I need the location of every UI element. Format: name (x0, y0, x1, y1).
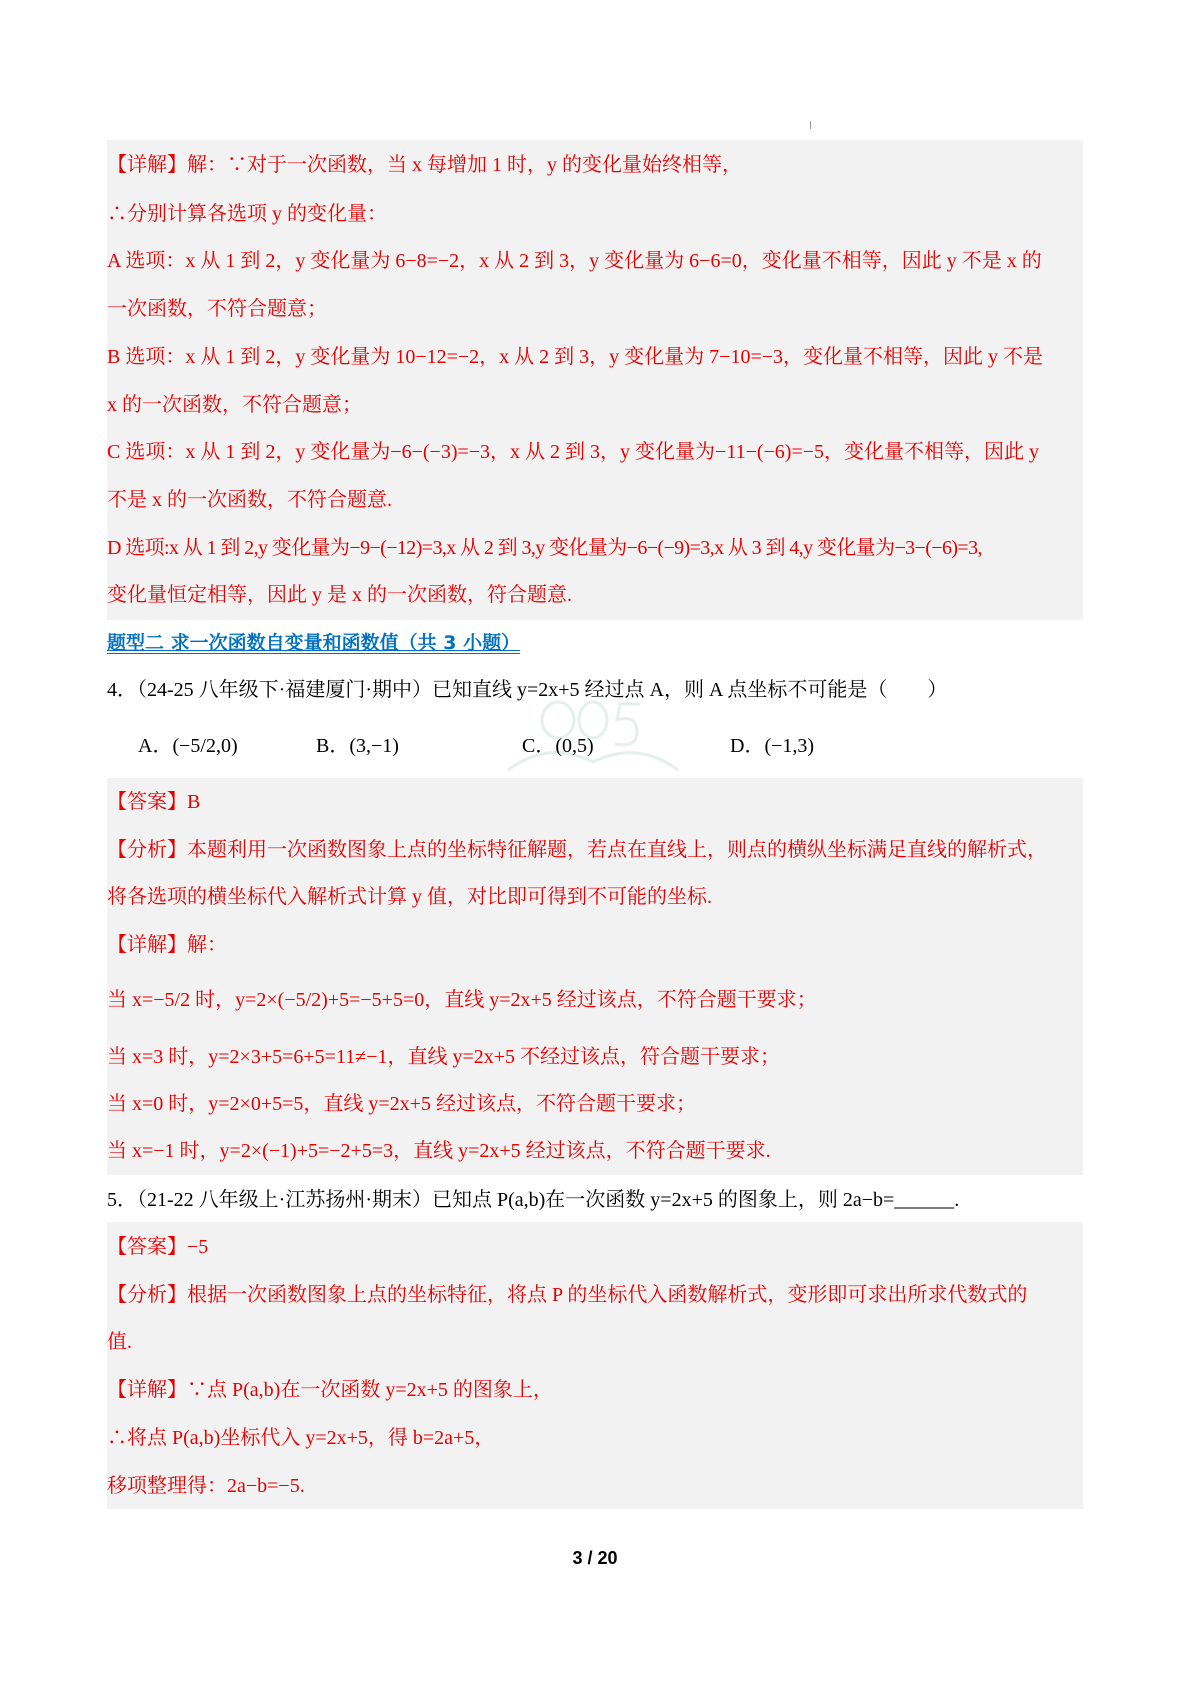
page-number: 3 / 20 (572, 1548, 618, 1568)
q4-option-d: D．(−1,3) (730, 735, 815, 757)
text-line: 一次函数，不符合题意； (107, 298, 327, 320)
text-line: 将各选项的横坐标代入解析式计算 y 值，对比即可得到不可能的坐标. (107, 886, 712, 908)
header-mark (810, 121, 811, 129)
text-line: x 的一次函数，不符合题意； (107, 394, 362, 416)
text-line: ∴分别计算各选项 y 的变化量： (107, 203, 387, 225)
text-line: 【详解】解： (107, 934, 227, 956)
q4-option-b: B．(3,−1) (316, 735, 399, 757)
text-line: D 选项:x 从 1 到 2,y 变化量为−9−(−12)=3,x 从 2 到 3,y 变化量为−6−(−9)=3,x 从 3 到 4,y 变化量为−3−(−6)=3, (107, 537, 982, 559)
text-line: C 选项：x 从 1 到 2，y 变化量为−6−(−3)=−3，x 从 2 到 3，y 变化量为−11−(−6)=−5，变化量不相等，因此 y (107, 441, 1040, 463)
section-heading: 题型二 求一次函数自变量和函数值（共 3 小题） (107, 632, 521, 654)
text-line: 移项整理得：2a−b=−5. (107, 1475, 305, 1497)
text-line: 不是 x 的一次函数，不符合题意. (107, 489, 392, 511)
text-line: 【分析】根据一次函数图象上点的坐标特征，将点 P 的坐标代入函数解析式，变形即可求出所求代数式的 (107, 1284, 1028, 1306)
question-5-stem: 5．（21-22 八年级上·江苏扬州·期末）已知点 P(a,b)在一次函数 y=2x+5 的图象上，则 2a−b=______. (107, 1189, 960, 1211)
text-line: 当 x=0 时，y=2×0+5=5，直线 y=2x+5 经过该点，不符合题干要求； (107, 1093, 696, 1115)
text-line: 【分析】本题利用一次函数图象上点的坐标特征解题，若点在直线上，则点的横纵坐标满足直线的解析式， (107, 839, 1047, 861)
solution-block-q5 (107, 1222, 1083, 1509)
answer-line: 【答案】−5 (107, 1236, 209, 1258)
text-line: ∴将点 P(a,b)坐标代入 y=2x+5，得 b=2a+5， (107, 1427, 495, 1449)
text-line: B 选项：x 从 1 到 2，y 变化量为 10−12=−2，x 从 2 到 3，y 变化量为 7−10=−3，变化量不相等，因此 y 不是 (107, 346, 1044, 368)
text-line: 值. (107, 1331, 132, 1353)
text-line: 当 x=−1 时，y=2×(−1)+5=−2+5=3，直线 y=2x+5 经过该点，不符合题干要求. (107, 1140, 771, 1162)
text-line: 【详解】解：∵对于一次函数，当 x 每增加 1 时，y 的变化量始终相等， (107, 154, 742, 176)
text-line: 变化量恒定相等，因此 y 是 x 的一次函数，符合题意. (107, 584, 572, 606)
q4-option-a: A．(−5/2,0) (138, 735, 238, 757)
text-line: 【详解】∵点 P(a,b)在一次函数 y=2x+5 的图象上， (107, 1379, 553, 1401)
q4-option-c: C．(0,5) (522, 735, 594, 757)
question-4-stem: 4．（24-25 八年级下·福建厦门·期中）已知直线 y=2x+5 经过点 A，则 A 点坐标不可能是（ ） (107, 679, 948, 701)
text-line: A 选项：x 从 1 到 2，y 变化量为 6−8=−2，x 从 2 到 3，y 变化量为 6−6=0，变化量不相等，因此 y 不是 x 的 (107, 250, 1042, 272)
text-line: 当 x=−5/2 时，y=2×(−5/2)+5=−5+5=0，直线 y=2x+5 经过该点，不符合题干要求； (107, 989, 817, 1011)
answer-line: 【答案】B (107, 791, 201, 813)
text-line: 当 x=3 时，y=2×3+5=6+5=11≠−1，直线 y=2x+5 不经过该点，符合题干要求； (107, 1046, 781, 1068)
